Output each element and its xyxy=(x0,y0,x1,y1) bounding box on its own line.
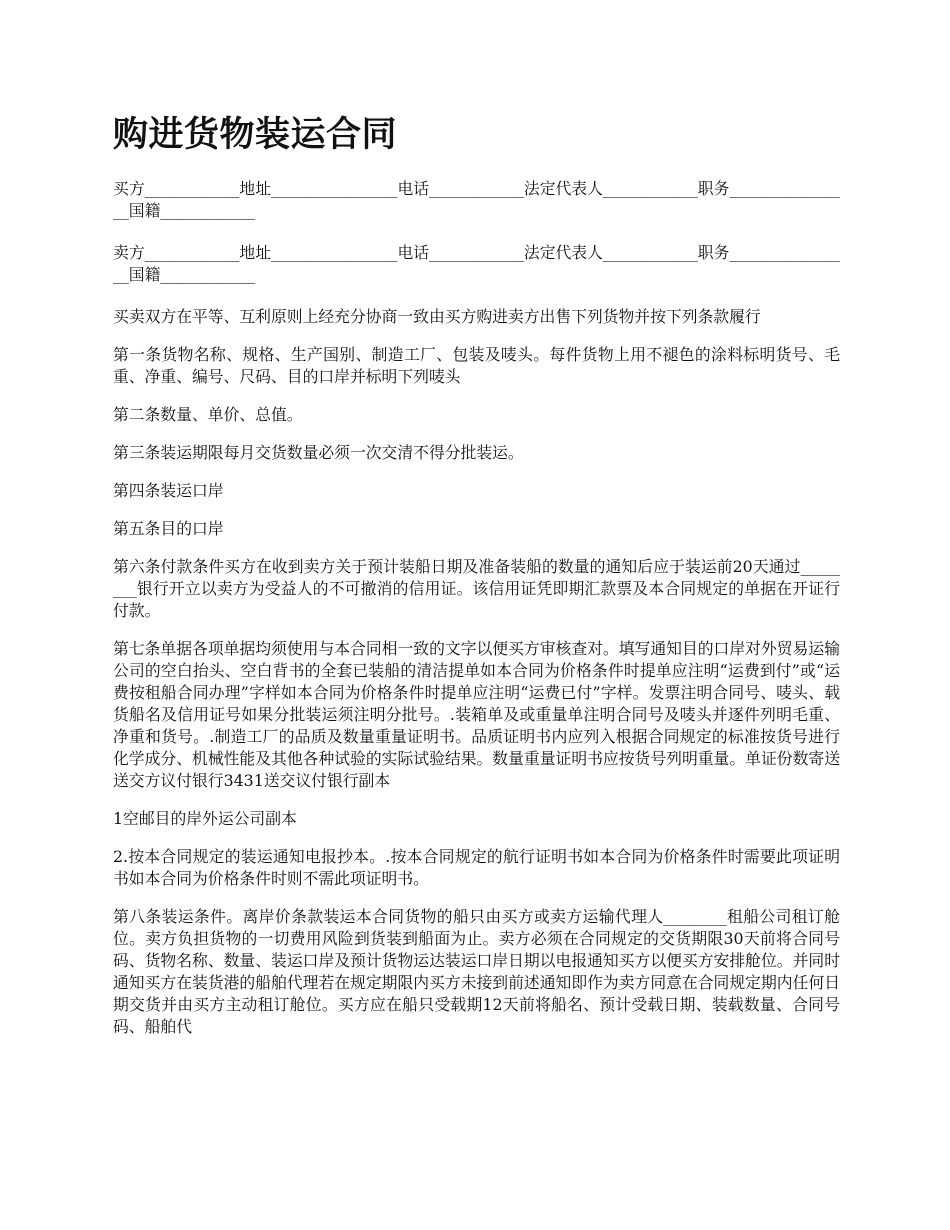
buyer-info-line: 买方____________地址________________电话____________法定代表人____________职务________________国籍____________ xyxy=(113,179,840,220)
article-8-paragraph: 第八条装运条件。离岸价条款装运本合同货物的船只由买方或卖方运输代理人________租船公司租订舱位。卖方负担货物的一切费用风险到货装到船面为止。卖方必须在合同规定的交货期限30天前将合同号码、货物名称、数量、装运口岸及预计货物运达装运口岸日期以电报通知买方以便买方安排舱位。并同时通知买方在装货港的船舶代理若在规定期限内买方未接到前述通知即作为卖方同意在合同规定期内任何日期交货并由买方主动租订舱位。买方应在船只受载期12天前将船名、预计受载日期、装载数量、合同号码、船舶代 xyxy=(113,907,840,1036)
preamble-paragraph: 买卖双方在平等、互利原则上经充分协商一致由买方购进卖方出售下列货物并按下列条款履行 xyxy=(113,307,761,326)
article-5-paragraph: 第五条目的口岸 xyxy=(113,519,224,538)
article-2-paragraph: 第二条数量、单价、总值。 xyxy=(113,405,303,424)
copy-list-item-1: 1空邮目的岸外运公司副本 xyxy=(113,809,297,828)
seller-info-line: 卖方____________地址________________电话____________法定代表人____________职务________________国籍____________ xyxy=(113,243,840,284)
article-4-paragraph: 第四条装运口岸 xyxy=(113,481,224,500)
article-3-paragraph: 第三条装运期限每月交货数量必须一次交清不得分批装运。 xyxy=(113,443,524,462)
copy-list-item-2: 2.按本合同规定的装运通知电报抄本。.按本合同规定的航行证明书如本合同为价格条件时需要此项证明书如本合同为价格条件时则不需此项证明书。 xyxy=(113,847,840,888)
article-7-paragraph: 第七条单据各项单据均须使用与本合同相一致的文字以便买方审核查对。填写通知目的口岸对外贸易运输公司的空白抬头、空白背书的全套已装船的清洁提单如本合同为价格条件时提单应注明“运费到付”或“运费按租船合同办理”字样如本合同为价格条件时提单应注明“运费已付”字样。发票注明合同号、唛头、载货船名及信用证号如果分批装运须注明分批号。.装箱单及或重量单注明合同号及唛头并逐件列明毛重、净重和货号。.制造工厂的品质及数量重量证明书。品质证明书内应列入根据合同规定的标准按货号进行化学成分、机械性能及其他各种试验的实际试验结果。数量重量证明书应按货号列明重量。单证份数寄送送交方议付银行3431送交议付银行副本 xyxy=(113,639,840,790)
article-1-paragraph: 第一条货物名称、规格、生产国别、制造工厂、包装及唛头。每件货物上用不褪色的涂料标明货号、毛重、净重、编号、尺码、目的口岸并标明下列唛头 xyxy=(113,345,840,386)
document-title: 购进货物装运合同 xyxy=(113,114,398,155)
document-page xyxy=(113,112,840,1054)
article-6-paragraph: 第六条付款条件买方在收到卖方关于预计装船日期及准备装船的数量的通知后应于装运前20天通过________银行开立以卖方为受益人的不可撤消的信用证。该信用证凭即期汇款票及本合同规定的单据在开证行付款。 xyxy=(113,557,840,620)
